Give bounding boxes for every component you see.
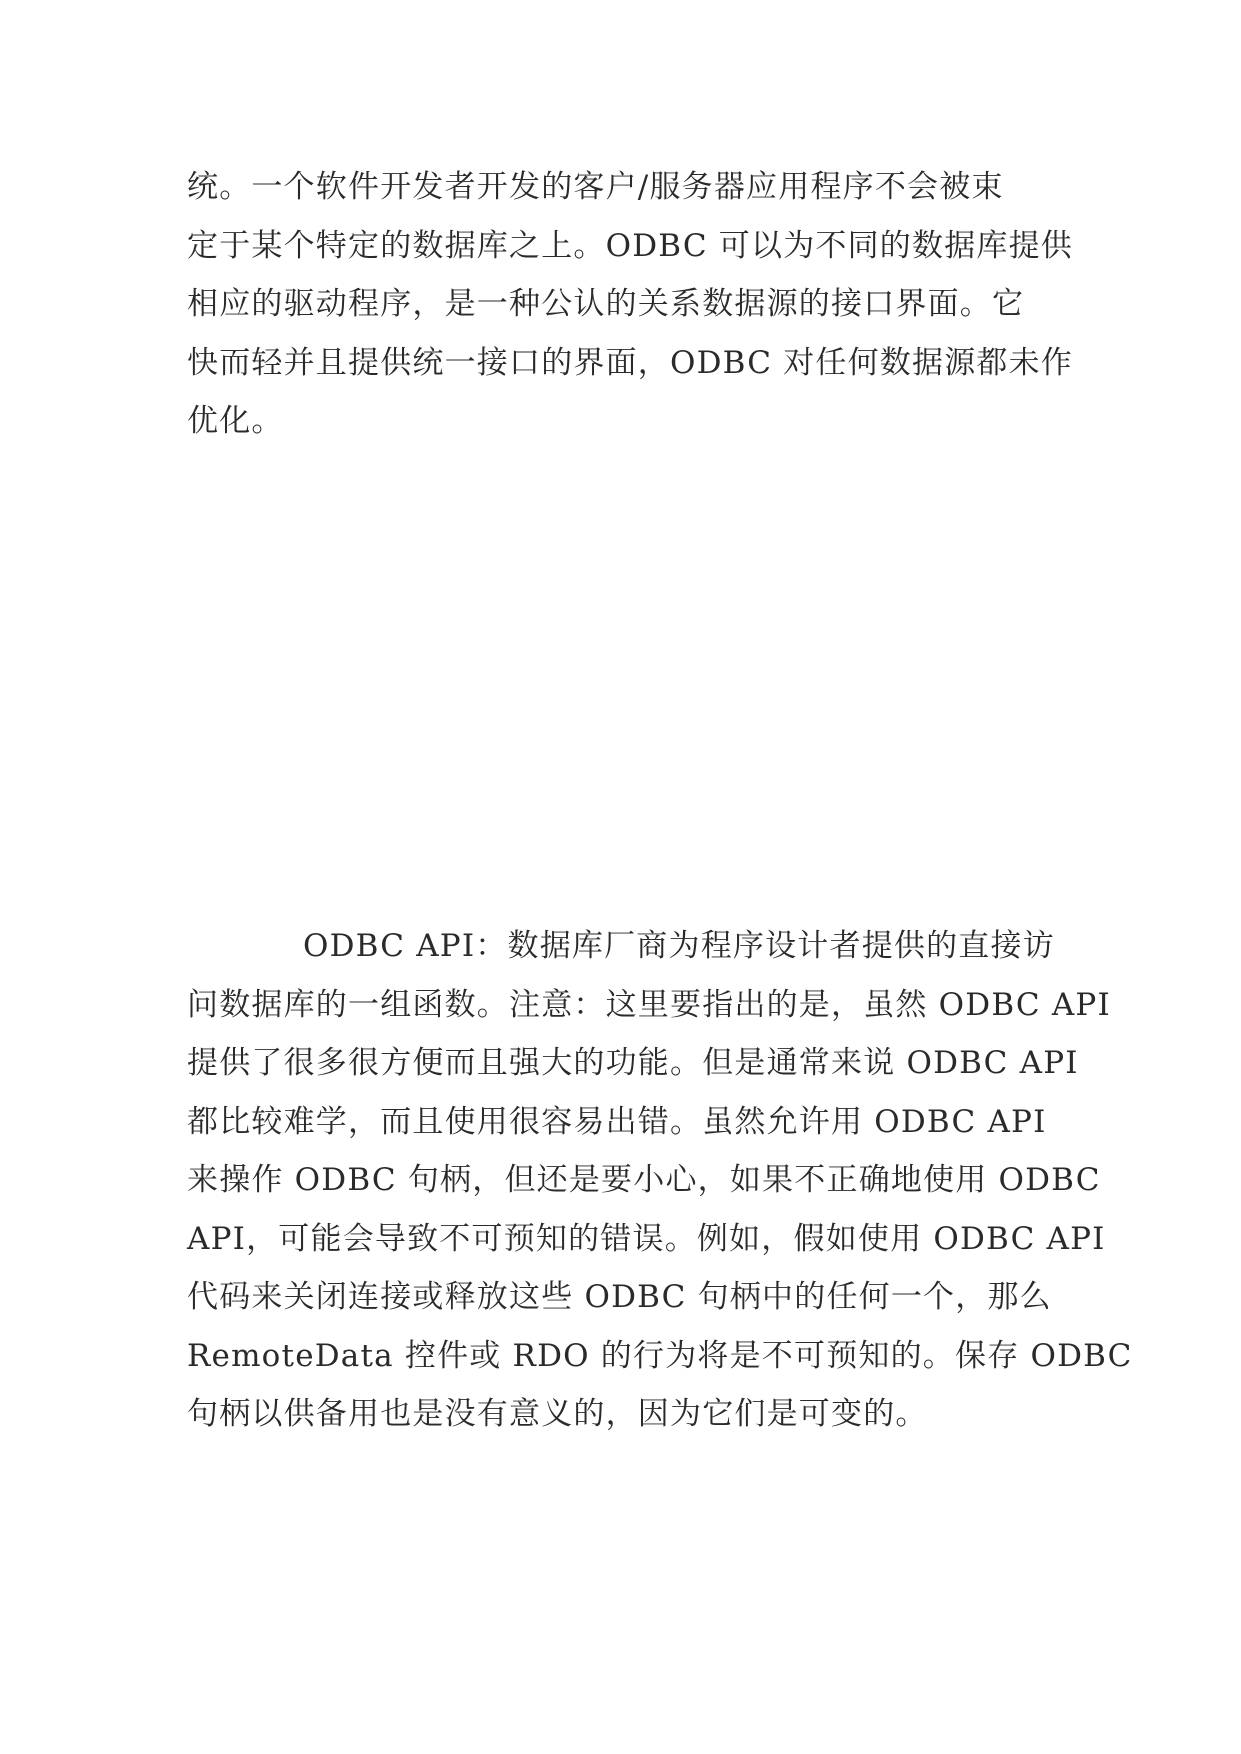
paragraph-line: 相应的驱动程序，是一种公认的关系数据源的接口界面。它 (187, 286, 1025, 322)
paragraph-odbc-api (187, 917, 1133, 1444)
paragraph-line: RemoteData 控件或 RDO 的行为将是不可预知的。保存 ODBC (187, 1337, 1133, 1374)
paragraph-line: 统。一个软件开发者开发的客户/服务器应用程序不会被束 (187, 169, 1004, 205)
paragraph-line: 快而轻并且提供统一接口的界面，ODBC 对任何数据源都未作 (187, 344, 1073, 381)
paragraph-line: 提供了很多很方便而且强大的功能。但是通常来说 ODBC API (187, 1045, 1079, 1081)
paragraph-first-line: ODBC API：数据库厂商为程序设计者提供的直接访 (303, 928, 1055, 964)
paragraph-line: 优化。 (187, 403, 284, 439)
paragraph-line: 代码来关闭连接或释放这些 ODBC 句柄中的任何一个，那么 (187, 1279, 1052, 1315)
paragraph-line: 问数据库的一组函数。注意：这里要指出的是，虽然 ODBC API (187, 986, 1111, 1023)
paragraph-odbc-overview (187, 158, 1073, 451)
paragraph-line: API，可能会导致不可预知的错误。例如，假如使用 ODBC API (187, 1220, 1106, 1257)
paragraph-line: 定于某个特定的数据库之上。ODBC 可以为不同的数据库提供 (187, 227, 1073, 264)
paragraph-line: 句柄以供备用也是没有意义的，因为它们是可变的。 (187, 1396, 928, 1432)
paragraph-line: 都比较难学，而且使用很容易出错。虽然允许用 ODBC API (187, 1103, 1047, 1140)
paragraph-line: 来操作 ODBC 句柄，但还是要小心，如果不正确地使用 ODBC (187, 1162, 1101, 1198)
